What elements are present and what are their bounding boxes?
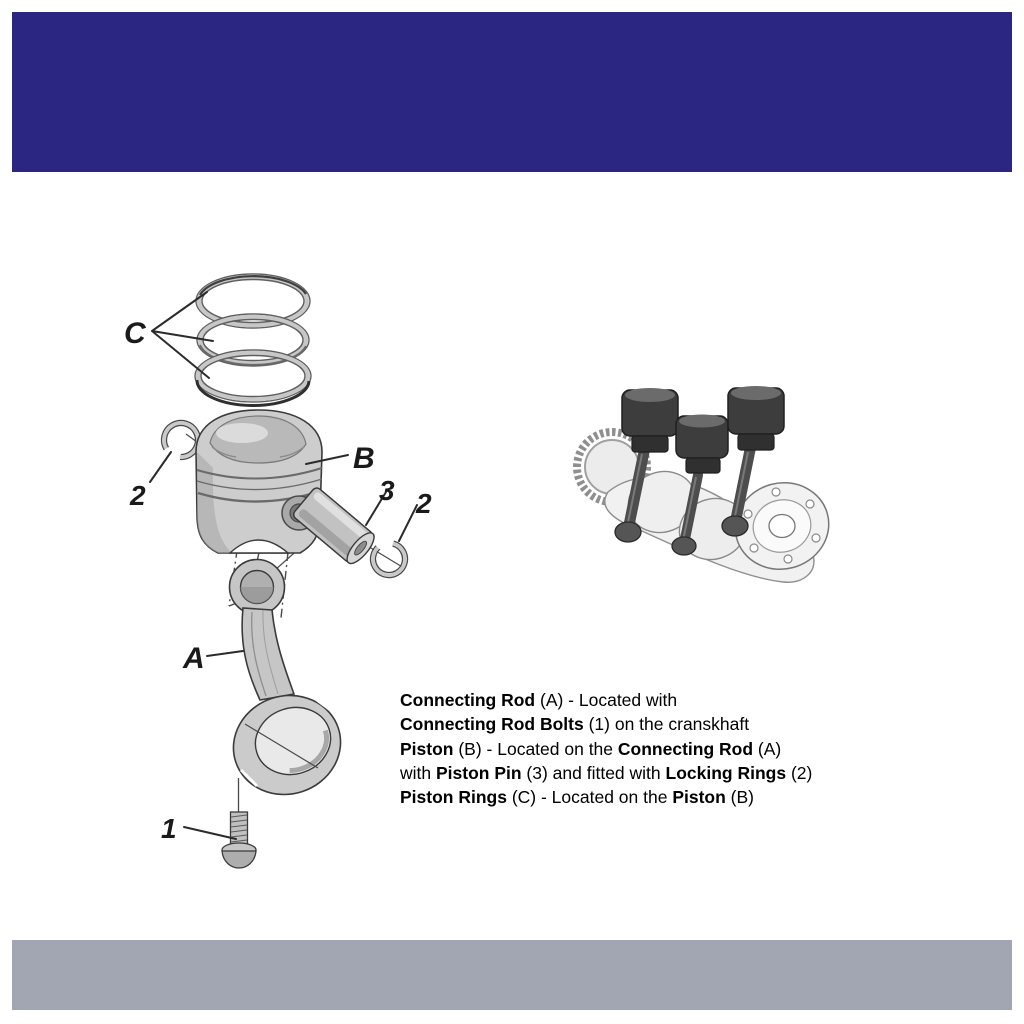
crank-piston-2 <box>676 415 728 474</box>
part-name-text: Locking Rings <box>665 762 787 783</box>
label-locking-ring-left <box>129 452 171 511</box>
description-text: with <box>400 762 436 783</box>
locking-ring-left-label: 2 <box>130 480 146 511</box>
description-text: (C) - Located on the <box>506 787 673 808</box>
description-text: (A) - Located with <box>535 690 678 710</box>
description-text: (A) <box>753 738 782 759</box>
connecting-rod-label: A <box>183 642 205 675</box>
description-text: (B) - Located on the <box>453 738 618 759</box>
description-line <box>400 785 900 809</box>
piston-illustration <box>196 410 322 553</box>
description-text: (1) on the cranskhaft <box>583 714 750 735</box>
description-line <box>400 737 900 761</box>
label-locking-ring-right <box>399 488 432 541</box>
crankshaft-assembly-illustration <box>577 386 839 582</box>
label-piston-pin <box>366 475 395 525</box>
connecting-rod-bolt-label: 1 <box>161 813 177 844</box>
part-name-text: Piston Pin <box>435 762 522 783</box>
piston-pin-label: 3 <box>379 475 395 506</box>
piston-rings-label: C <box>124 317 146 350</box>
part-name-text: Piston <box>400 738 454 759</box>
part-name-text: Piston <box>672 787 726 808</box>
locking-ring-right-label: 2 <box>416 488 432 519</box>
connecting-rod-illustration <box>221 546 354 808</box>
part-name-text: Connecting Rod <box>617 738 754 759</box>
label-connecting-rod-bolt <box>161 813 236 844</box>
label-connecting-rod <box>182 642 243 675</box>
description-line <box>400 688 900 712</box>
crank-piston-3 <box>728 386 784 450</box>
piston-rings-illustration <box>195 274 311 406</box>
part-name-text: Connecting Rod Bolts <box>400 714 584 735</box>
parts-description <box>400 688 900 809</box>
crank-piston-1 <box>622 388 678 452</box>
description-text: (B) <box>725 787 755 808</box>
description-text: (2) <box>786 762 813 783</box>
connecting-rod-bolt-illustration <box>222 778 256 868</box>
description-line <box>400 712 900 736</box>
description-line <box>400 761 900 785</box>
piston-label: B <box>353 442 375 475</box>
description-text: (3) and fitted with <box>521 762 666 783</box>
part-name-text: Connecting Rod <box>400 690 536 710</box>
part-name-text: Piston Rings <box>400 787 507 808</box>
